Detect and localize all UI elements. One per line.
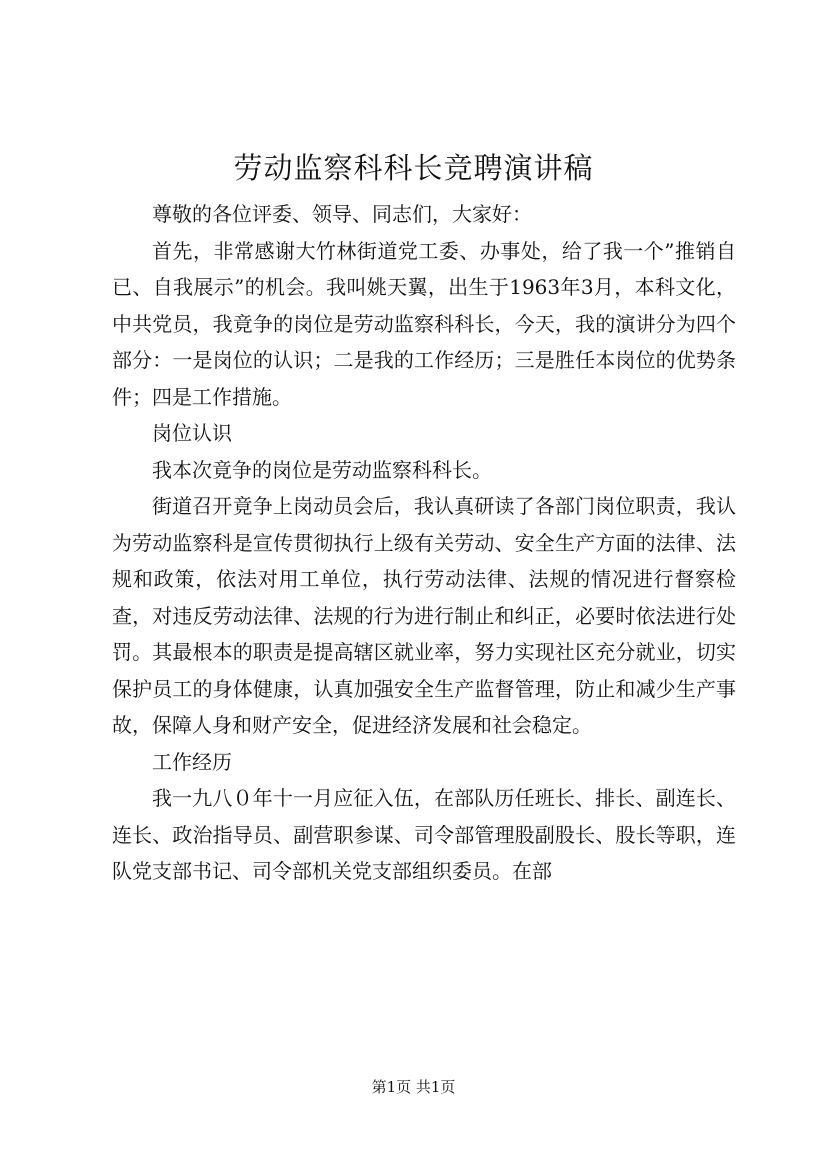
paragraph-greeting: 尊敬的各位评委、领导、同志们，大家好： (152, 202, 532, 226)
document-title: 劳动监察科科长竞聘演讲稿 (233, 151, 594, 185)
section-heading-position: 岗位认识 (152, 421, 232, 445)
section-heading-experience: 工作经历 (152, 749, 232, 774)
page-number-footer: 第1页 共1页 (371, 1078, 456, 1096)
paragraph-experience: 我一九八０年十一月应征入伍，在部队历任班长、排长、副连长、连长、政治指导员、副营职参谋、司令部管理股副股长、股长等职，连队党支部书记、司令部机关党支部组织委员。在部 (112, 786, 736, 883)
paragraph-position-statement: 我本次竟争的岗位是劳动监察科科长。 (152, 457, 492, 482)
paragraph-position-duties: 街道召开竟争上岗动员会后，我认真研读了各部门岗位职责，我认为劳动监察科是宣传贯彻执行上级有关劳动、安全生产方面的法律、法规和政策，依法对用工单位，执行劳动法律、法规的情况进行督察检查，对违反劳动法律、法规的行为进行制止和纠正，必要时依法进行处罚。其最根本的职责是提高辖区就业率，努力实现社区充分就业，切实保护员工的身体健康，认真加强安全生产监督管理，防止和减少生产事故，保障人身和财产安全，促进经济发展和社会稳定。 (112, 494, 736, 737)
document-body (112, 196, 736, 890)
paragraph-introduction: 首先，非常感谢大竹林街道党工委、办事处，给了我一个”推销自已、自我展示”的机会。我叫姚天翼，出生于1963年3月，本科文化，中共党员，我竟争的岗位是劳动监察科科长，今天，我的演讲分为四个部分：一是岗位的认识；二是我的工作经历；三是胜任本岗位的优势条件；四是工作措施。 (112, 238, 736, 409)
